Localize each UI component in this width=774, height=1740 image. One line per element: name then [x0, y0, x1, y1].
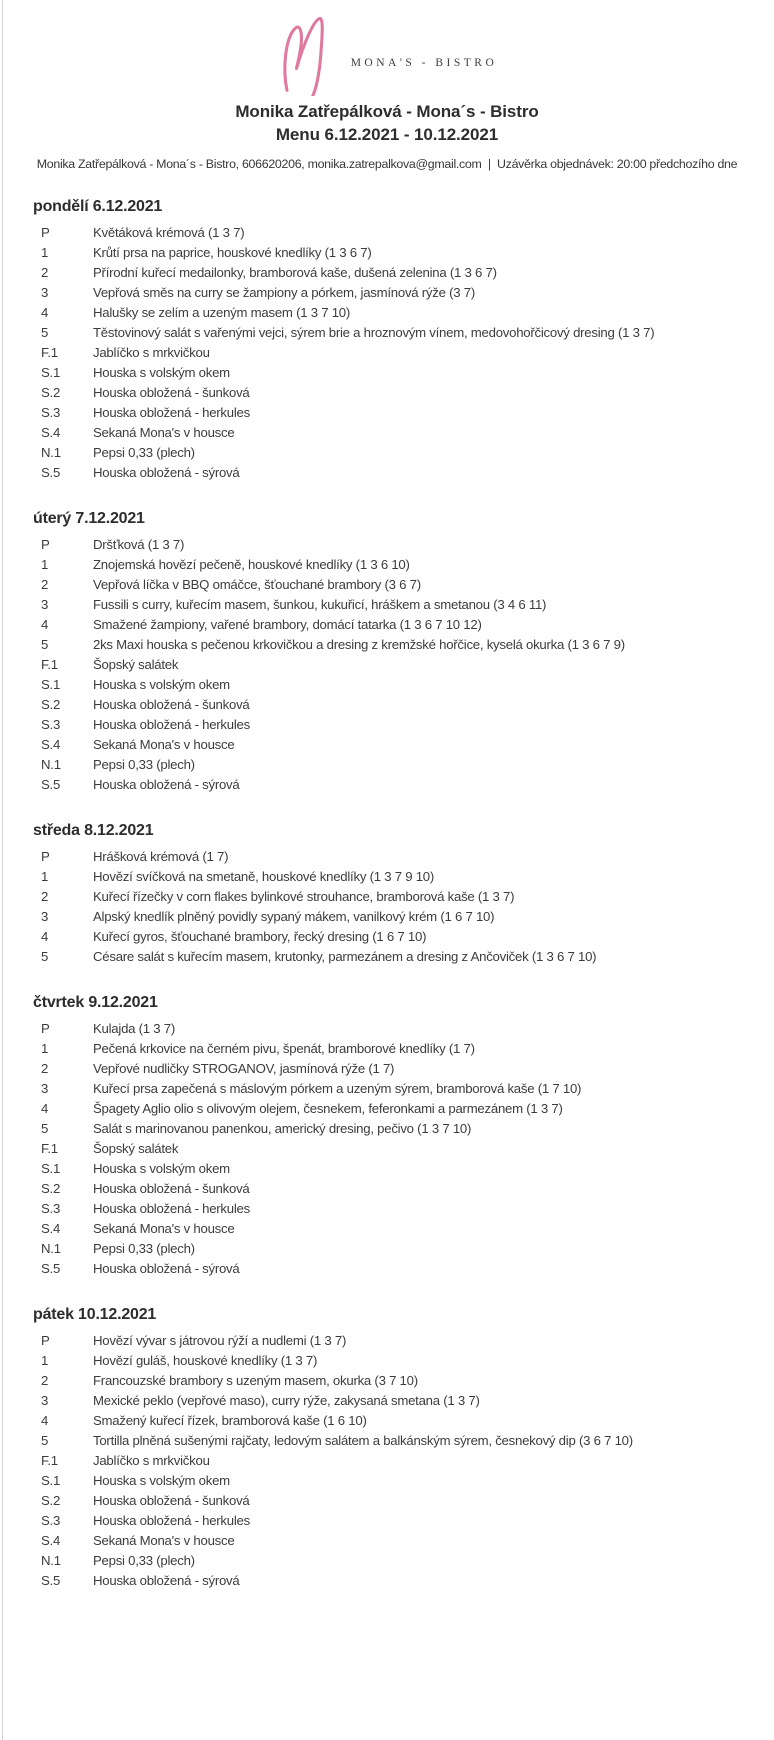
menu-item-row — [33, 1239, 754, 1259]
day-items — [33, 1019, 754, 1279]
item-text: Houska obložená - šunková — [93, 385, 250, 400]
menu-item-row — [33, 223, 754, 243]
menu-item-row — [33, 655, 754, 675]
item-code: 5 — [41, 325, 49, 340]
item-text: Houska s volským okem — [93, 677, 230, 692]
item-code: S.2 — [41, 385, 61, 400]
item-text: Francouzské brambory s uzeným masem, okurka (3 7 10) — [93, 1373, 418, 1388]
menu-item-row — [33, 1571, 754, 1591]
menu-item-row — [33, 303, 754, 323]
menu-item-row — [33, 907, 754, 927]
menu-item-row — [33, 1039, 754, 1059]
item-text: Houska obložená - šunková — [93, 1181, 250, 1196]
item-text: Květáková krémová (1 3 7) — [93, 225, 245, 240]
item-code: S.4 — [41, 1221, 61, 1236]
item-text: Salát s marinovanou panenkou, americký dresing, pečivo (1 3 7 10) — [93, 1121, 472, 1136]
menu-item-row — [33, 443, 754, 463]
menu-item-row — [33, 343, 754, 363]
menu-item-row — [33, 1199, 754, 1219]
item-code: S.4 — [41, 1533, 61, 1548]
item-text: Halušky se zelím a uzeným masem (1 3 7 10) — [93, 305, 351, 320]
item-code: 1 — [41, 1041, 49, 1056]
menu-item-row — [33, 695, 754, 715]
menu-item-row — [33, 403, 754, 423]
menu-item-row — [33, 635, 754, 655]
item-code: F.1 — [41, 1453, 58, 1468]
item-text: Vepřová líčka v BBQ omáčce, šťouchané brambory (3 6 7) — [93, 577, 421, 592]
item-text: Pečená krkovice na černém pivu, špenát, bramborové knedlíky (1 7) — [93, 1041, 475, 1056]
menu-item-row — [33, 775, 754, 795]
day-title: středa 8.12.2021 — [33, 822, 154, 839]
item-text: Houska obložená - herkules — [93, 717, 250, 732]
item-code: F.1 — [41, 345, 58, 360]
item-code: S.2 — [41, 1493, 61, 1508]
menu-item-row — [33, 363, 754, 383]
menu-item-row — [33, 735, 754, 755]
item-code: P — [41, 1333, 50, 1348]
item-code: 3 — [41, 597, 49, 612]
item-text: Pepsi 0,33 (plech) — [93, 445, 195, 460]
item-code: S.3 — [41, 717, 61, 732]
item-code: 4 — [41, 305, 49, 320]
item-code: 2 — [41, 577, 49, 592]
menu-item-row — [33, 1219, 754, 1239]
item-code: N.1 — [41, 1553, 61, 1568]
item-text: Mexické peklo (vepřové maso), curry rýže, zakysaná smetana (1 3 7) — [93, 1393, 480, 1408]
item-text: Houska obložená - šunková — [93, 697, 250, 712]
menu-item-row — [33, 1331, 754, 1351]
item-text: Alpský knedlík plněný povidly sypaný mákem, vanilkový krém (1 6 7 10) — [93, 909, 495, 924]
item-code: S.2 — [41, 697, 61, 712]
menu-item-row — [33, 1391, 754, 1411]
item-text: Pepsi 0,33 (plech) — [93, 1241, 195, 1256]
item-code: 4 — [41, 1101, 49, 1116]
item-code: 4 — [41, 1413, 49, 1428]
item-code: 5 — [41, 1121, 49, 1136]
day-section — [33, 822, 754, 967]
item-code: 1 — [41, 245, 49, 260]
menu-item-row — [33, 535, 754, 555]
item-text: Fussili s curry, kuřecím masem, šunkou, kukuřicí, hráškem a smetanou (3 4 6 11) — [93, 597, 547, 612]
day-items — [33, 847, 754, 967]
menu-item-row — [33, 1019, 754, 1039]
item-text: Houska obložená - herkules — [93, 405, 250, 420]
item-code: S.1 — [41, 1161, 61, 1176]
item-text: Houska s volským okem — [93, 365, 230, 380]
item-text: Houska obložená - šunková — [93, 1493, 250, 1508]
item-text: Hovězí vývar s játrovou rýží a nudlemi (1 3 7) — [93, 1333, 347, 1348]
item-code: P — [41, 1021, 50, 1036]
menu-item-row — [33, 867, 754, 887]
menu-item-row — [33, 283, 754, 303]
item-text: Těstovinový salát s vařenými vejci, sýrem brie a hroznovým vínem, medovohořčicový dresing (1 3 7) — [93, 325, 655, 340]
item-code: S.1 — [41, 677, 61, 692]
item-text: Jablíčko s mrkvičkou — [93, 345, 210, 360]
page-title — [0, 100, 774, 146]
page-title-line1: Monika Zatřepálková - Mona´s - Bistro — [235, 102, 539, 121]
item-text: Dršťková (1 3 7) — [93, 537, 185, 552]
item-text: Houska s volským okem — [93, 1161, 230, 1176]
item-text: Houska obložená - herkules — [93, 1513, 250, 1528]
menu-item-row — [33, 1259, 754, 1279]
item-code: S.1 — [41, 1473, 61, 1488]
day-title: pátek 10.12.2021 — [33, 1306, 157, 1323]
item-code: 1 — [41, 1353, 49, 1368]
item-text: Houska obložená - sýrová — [93, 777, 240, 792]
menu-item-row — [33, 947, 754, 967]
menu-item-row — [33, 1411, 754, 1431]
item-text: Smažený kuřecí řízek, bramborová kaše (1 6 10) — [93, 1413, 367, 1428]
item-code: 3 — [41, 1081, 49, 1096]
menu-item-row — [33, 595, 754, 615]
day-title: pondělí 6.12.2021 — [33, 198, 163, 215]
item-code: S.3 — [41, 405, 61, 420]
menu-item-row — [33, 1351, 754, 1371]
item-text: Sekaná Mona's v housce — [93, 737, 235, 752]
item-text: Tortilla plněná sušenými rajčaty, ledovým salátem a balkánským sýrem, česnekový dip (3 6 7 10) — [93, 1433, 633, 1448]
item-text: Hovězí guláš, houskové knedlíky (1 3 7) — [93, 1353, 318, 1368]
item-code: 4 — [41, 617, 49, 632]
item-code: S.2 — [41, 1181, 61, 1196]
day-items — [33, 1331, 754, 1591]
day-section — [33, 510, 754, 795]
menu-item-row — [33, 1099, 754, 1119]
day-items — [33, 223, 754, 483]
item-text: Houska obložená - sýrová — [93, 1261, 240, 1276]
item-text: Pepsi 0,33 (plech) — [93, 1553, 195, 1568]
menu-item-row — [33, 847, 754, 867]
day-title: čtvrtek 9.12.2021 — [33, 994, 158, 1011]
item-code: S.5 — [41, 1573, 61, 1588]
item-code: 5 — [41, 637, 49, 652]
menu-item-row — [33, 755, 754, 775]
menu-item-row — [33, 423, 754, 443]
item-text: Sekaná Mona's v housce — [93, 1533, 235, 1548]
item-text: Špagety Aglio olio s olivovým olejem, česnekem, feferonkami a parmezánem (1 3 7) — [93, 1101, 563, 1116]
item-code: P — [41, 225, 50, 240]
item-text: Vepřová směs na curry se žampiony a pórkem, jasmínová rýže (3 7) — [93, 285, 475, 300]
item-text: Hovězí svíčková na smetaně, houskové knedlíky (1 3 7 9 10) — [93, 869, 435, 884]
item-text: Houska s volským okem — [93, 1473, 230, 1488]
menu-item-row — [33, 1511, 754, 1531]
item-code: S.5 — [41, 465, 61, 480]
contact-line: Monika Zatřepálková - Mona´s - Bistro, 606620206, monika.zatrepalkova@gmail.com | Uzávěrka objednávek: 20:00 předchozího dne — [36, 157, 738, 171]
menu-item-row — [33, 1139, 754, 1159]
menu-item-row — [33, 1431, 754, 1451]
monas-m-logo-icon — [277, 8, 339, 96]
item-code: 2 — [41, 1061, 49, 1076]
item-code: S.4 — [41, 737, 61, 752]
menu-item-row — [33, 575, 754, 595]
day-section — [33, 1306, 754, 1591]
item-code: 1 — [41, 557, 49, 572]
item-text: Houska obložená - sýrová — [93, 465, 240, 480]
item-text: Šopský salátek — [93, 1141, 179, 1156]
item-code: P — [41, 849, 50, 864]
item-text: Kuřecí prsa zapečená s máslovým pórkem a uzeným sýrem, bramborová kaše (1 7 10) — [93, 1081, 582, 1096]
menu-item-row — [33, 555, 754, 575]
page-left-border — [2, 0, 3, 1740]
item-code: 4 — [41, 929, 49, 944]
weekly-menu — [0, 198, 774, 1591]
item-code: 2 — [41, 265, 49, 280]
menu-item-row — [33, 1451, 754, 1471]
item-code: 2 — [41, 1373, 49, 1388]
menu-item-row — [33, 1059, 754, 1079]
menu-item-row — [33, 1471, 754, 1491]
menu-item-row — [33, 463, 754, 483]
item-code: 1 — [41, 869, 49, 884]
item-code: P — [41, 537, 50, 552]
item-code: N.1 — [41, 757, 61, 772]
page-title-line2: Menu 6.12.2021 - 10.12.2021 — [275, 125, 499, 144]
item-text: Smažené žampiony, vařené brambory, domácí tatarka (1 3 6 7 10 12) — [93, 617, 482, 632]
item-code: F.1 — [41, 1141, 58, 1156]
item-code: 3 — [41, 285, 49, 300]
item-text: Césare salát s kuřecím masem, krutonky, parmezánem a dresing z Ančoviček (1 3 6 7 10) — [93, 949, 597, 964]
menu-item-row — [33, 1491, 754, 1511]
item-code: S.5 — [41, 1261, 61, 1276]
item-text: Vepřové nudličky STROGANOV, jasmínová rýže (1 7) — [93, 1061, 395, 1076]
menu-item-row — [33, 1079, 754, 1099]
menu-item-row — [33, 887, 754, 907]
item-code: 5 — [41, 949, 49, 964]
item-text: Kulajda (1 3 7) — [93, 1021, 176, 1036]
item-code: 2 — [41, 889, 49, 904]
menu-item-row — [33, 1159, 754, 1179]
item-code: N.1 — [41, 445, 61, 460]
menu-item-row — [33, 927, 754, 947]
item-text: Kuřecí gyros, šťouchané brambory, řecký dresing (1 6 7 10) — [93, 929, 427, 944]
item-code: F.1 — [41, 657, 58, 672]
item-text: Hrášková krémová (1 7) — [93, 849, 229, 864]
item-code: S.3 — [41, 1513, 61, 1528]
item-code: S.3 — [41, 1201, 61, 1216]
item-text: 2ks Maxi houska s pečenou krkovičkou a dresing z kremžské hořčice, kyselá okurka (1 3 6 7 9) — [93, 637, 625, 652]
item-text: Houska obložená - sýrová — [93, 1573, 240, 1588]
item-code: 3 — [41, 909, 49, 924]
day-section — [33, 198, 754, 483]
item-code: N.1 — [41, 1241, 61, 1256]
menu-item-row — [33, 1119, 754, 1139]
item-code: S.4 — [41, 425, 61, 440]
day-title: úterý 7.12.2021 — [33, 510, 145, 527]
item-code: 3 — [41, 1393, 49, 1408]
menu-item-row — [33, 383, 754, 403]
menu-item-row — [33, 263, 754, 283]
item-code: 5 — [41, 1433, 49, 1448]
item-text: Znojemská hovězí pečeně, houskové knedlíky (1 3 6 10) — [93, 557, 410, 572]
item-code: S.1 — [41, 365, 61, 380]
item-text: Šopský salátek — [93, 657, 179, 672]
menu-item-row — [33, 1371, 754, 1391]
item-text: Sekaná Mona's v housce — [93, 425, 235, 440]
item-text: Jablíčko s mrkvičkou — [93, 1453, 210, 1468]
item-code: S.5 — [41, 777, 61, 792]
menu-item-row — [33, 715, 754, 735]
item-text: Sekaná Mona's v housce — [93, 1221, 235, 1236]
menu-item-row — [33, 615, 754, 635]
brand-logo-text: MONA'S - BISTRO — [350, 57, 498, 69]
day-items — [33, 535, 754, 795]
brand-logo — [0, 0, 774, 96]
menu-item-row — [33, 1179, 754, 1199]
day-section — [33, 994, 754, 1279]
page-header — [0, 0, 774, 171]
menu-item-row — [33, 675, 754, 695]
menu-item-row — [33, 1531, 754, 1551]
item-text: Krůtí prsa na paprice, houskové knedlíky (1 3 6 7) — [93, 245, 372, 260]
menu-item-row — [33, 323, 754, 343]
menu-item-row — [33, 1551, 754, 1571]
item-text: Kuřecí řízečky v corn flakes bylinkové strouhance, bramborová kaše (1 3 7) — [93, 889, 515, 904]
item-text: Přírodní kuřecí medailonky, bramborová kaše, dušená zelenina (1 3 6 7) — [93, 265, 497, 280]
menu-item-row — [33, 243, 754, 263]
item-text: Houska obložená - herkules — [93, 1201, 250, 1216]
item-text: Pepsi 0,33 (plech) — [93, 757, 195, 772]
